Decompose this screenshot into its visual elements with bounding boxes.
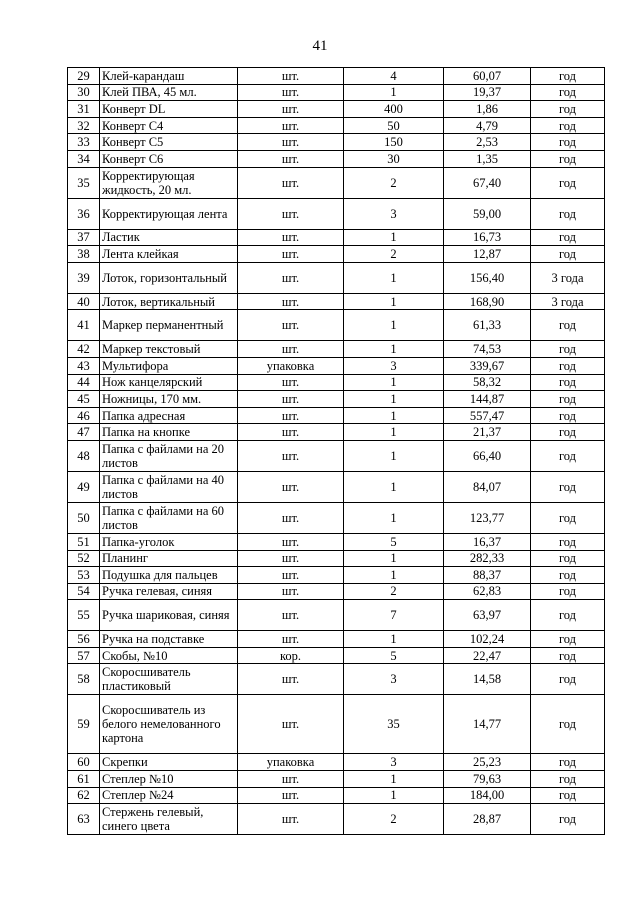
item-name: Ручка на подставке — [100, 631, 238, 648]
row-number: 57 — [68, 647, 100, 664]
row-number: 46 — [68, 407, 100, 424]
table-row — [68, 84, 605, 101]
item-quantity: 2 — [344, 167, 444, 198]
row-number: 55 — [68, 600, 100, 631]
item-quantity: 7 — [344, 600, 444, 631]
item-term: год — [531, 804, 605, 835]
row-number: 50 — [68, 502, 100, 533]
item-quantity: 1 — [344, 424, 444, 441]
item-term: год — [531, 407, 605, 424]
row-number: 44 — [68, 374, 100, 391]
item-term: год — [531, 787, 605, 804]
item-price: 21,37 — [444, 424, 531, 441]
item-price: 63,97 — [444, 600, 531, 631]
item-price: 84,07 — [444, 471, 531, 502]
item-unit: шт. — [238, 198, 344, 229]
table-row — [68, 101, 605, 118]
item-unit: шт. — [238, 84, 344, 101]
item-quantity: 1 — [344, 341, 444, 358]
item-term: год — [531, 583, 605, 600]
item-term: год — [531, 550, 605, 567]
item-name: Клей-карандаш — [100, 68, 238, 85]
item-unit: шт. — [238, 374, 344, 391]
item-unit: шт. — [238, 771, 344, 788]
item-name: Ручка шариковая, синяя — [100, 600, 238, 631]
item-term: год — [531, 600, 605, 631]
item-quantity: 3 — [344, 664, 444, 695]
row-number: 29 — [68, 68, 100, 85]
item-price: 144,87 — [444, 391, 531, 408]
item-quantity: 1 — [344, 407, 444, 424]
row-number: 37 — [68, 229, 100, 246]
item-unit: шт. — [238, 567, 344, 584]
item-name: Стержень гелевый, синего цвета — [100, 804, 238, 835]
item-price: 123,77 — [444, 502, 531, 533]
table-row — [68, 374, 605, 391]
item-quantity: 2 — [344, 583, 444, 600]
item-unit: шт. — [238, 804, 344, 835]
table-row — [68, 424, 605, 441]
item-quantity: 1 — [344, 391, 444, 408]
item-unit: шт. — [238, 407, 344, 424]
row-number: 38 — [68, 246, 100, 263]
row-number: 43 — [68, 357, 100, 374]
item-unit: шт. — [238, 117, 344, 134]
item-term: год — [531, 664, 605, 695]
table-row — [68, 583, 605, 600]
item-unit: шт. — [238, 533, 344, 550]
item-price: 2,53 — [444, 134, 531, 151]
item-unit: шт. — [238, 68, 344, 85]
item-price: 58,32 — [444, 374, 531, 391]
item-quantity: 1 — [344, 771, 444, 788]
item-quantity: 1 — [344, 84, 444, 101]
item-quantity: 50 — [344, 117, 444, 134]
row-number: 49 — [68, 471, 100, 502]
item-name: Ластик — [100, 229, 238, 246]
item-unit: шт. — [238, 341, 344, 358]
row-number: 61 — [68, 771, 100, 788]
item-price: 28,87 — [444, 804, 531, 835]
item-quantity: 3 — [344, 754, 444, 771]
item-unit: шт. — [238, 471, 344, 502]
table-row — [68, 391, 605, 408]
item-price: 25,23 — [444, 754, 531, 771]
item-name: Скоросшиватель из белого немелованного картона — [100, 695, 238, 754]
row-number: 51 — [68, 533, 100, 550]
item-quantity: 30 — [344, 150, 444, 167]
page-number: 41 — [312, 38, 328, 54]
row-number: 52 — [68, 550, 100, 567]
item-quantity: 3 — [344, 357, 444, 374]
item-term: год — [531, 771, 605, 788]
item-name: Подушка для пальцев — [100, 567, 238, 584]
table-row — [68, 407, 605, 424]
table-row — [68, 804, 605, 835]
item-price: 59,00 — [444, 198, 531, 229]
item-price: 62,83 — [444, 583, 531, 600]
row-number: 31 — [68, 101, 100, 118]
table-row — [68, 341, 605, 358]
item-unit: шт. — [238, 583, 344, 600]
item-quantity: 400 — [344, 101, 444, 118]
item-term: год — [531, 341, 605, 358]
table-row — [68, 600, 605, 631]
item-unit: шт. — [238, 246, 344, 263]
item-term: год — [531, 631, 605, 648]
table-row — [68, 134, 605, 151]
row-number: 45 — [68, 391, 100, 408]
item-price: 1,86 — [444, 101, 531, 118]
item-unit: упаковка — [238, 754, 344, 771]
item-name: Степлер №24 — [100, 787, 238, 804]
table-row — [68, 787, 605, 804]
item-unit: шт. — [238, 262, 344, 293]
table-row — [68, 198, 605, 229]
item-quantity: 1 — [344, 471, 444, 502]
table-row — [68, 567, 605, 584]
row-number: 40 — [68, 293, 100, 310]
item-price: 14,77 — [444, 695, 531, 754]
item-unit: шт. — [238, 134, 344, 151]
row-number: 47 — [68, 424, 100, 441]
item-quantity: 1 — [344, 787, 444, 804]
item-price: 66,40 — [444, 440, 531, 471]
item-quantity: 1 — [344, 550, 444, 567]
row-number: 30 — [68, 84, 100, 101]
item-term: год — [531, 533, 605, 550]
item-price: 79,63 — [444, 771, 531, 788]
table-row — [68, 647, 605, 664]
item-price: 12,87 — [444, 246, 531, 263]
row-number: 42 — [68, 341, 100, 358]
item-price: 102,24 — [444, 631, 531, 648]
item-quantity: 1 — [344, 374, 444, 391]
item-price: 1,35 — [444, 150, 531, 167]
table-row — [68, 229, 605, 246]
row-number: 54 — [68, 583, 100, 600]
item-unit: шт. — [238, 502, 344, 533]
table-row — [68, 167, 605, 198]
table-row — [68, 357, 605, 374]
table-row — [68, 262, 605, 293]
item-name: Лоток, горизонтальный — [100, 262, 238, 293]
item-unit: шт. — [238, 440, 344, 471]
item-term: год — [531, 68, 605, 85]
item-term: год — [531, 246, 605, 263]
item-term: год — [531, 150, 605, 167]
item-name: Нож канцелярский — [100, 374, 238, 391]
item-name: Маркер перманентный — [100, 310, 238, 341]
row-number: 60 — [68, 754, 100, 771]
row-number: 59 — [68, 695, 100, 754]
item-name: Конверт С6 — [100, 150, 238, 167]
table-row — [68, 293, 605, 310]
table-row — [68, 440, 605, 471]
item-price: 4,79 — [444, 117, 531, 134]
item-unit: шт. — [238, 550, 344, 567]
item-name: Скобы, №10 — [100, 647, 238, 664]
item-price: 16,73 — [444, 229, 531, 246]
item-unit: шт. — [238, 600, 344, 631]
item-price: 557,47 — [444, 407, 531, 424]
row-number: 48 — [68, 440, 100, 471]
item-term: год — [531, 471, 605, 502]
item-unit: шт. — [238, 391, 344, 408]
item-price: 14,58 — [444, 664, 531, 695]
item-term: год — [531, 357, 605, 374]
table-row — [68, 310, 605, 341]
item-term: год — [531, 754, 605, 771]
item-price: 60,07 — [444, 68, 531, 85]
row-number: 34 — [68, 150, 100, 167]
item-quantity: 2 — [344, 804, 444, 835]
row-number: 58 — [68, 664, 100, 695]
item-unit: шт. — [238, 310, 344, 341]
item-name: Скоросшиватель пластиковый — [100, 664, 238, 695]
item-price: 74,53 — [444, 341, 531, 358]
item-unit: шт. — [238, 695, 344, 754]
item-name: Ручка гелевая, синяя — [100, 583, 238, 600]
table-row — [68, 68, 605, 85]
table-row — [68, 754, 605, 771]
item-term: год — [531, 374, 605, 391]
item-term: год — [531, 134, 605, 151]
table-row — [68, 631, 605, 648]
item-price: 22,47 — [444, 647, 531, 664]
item-name: Корректирующая лента — [100, 198, 238, 229]
item-quantity: 1 — [344, 502, 444, 533]
item-term: год — [531, 424, 605, 441]
row-number: 62 — [68, 787, 100, 804]
item-name: Конверт DL — [100, 101, 238, 118]
item-price: 282,33 — [444, 550, 531, 567]
item-unit: шт. — [238, 293, 344, 310]
item-name: Конверт С4 — [100, 117, 238, 134]
item-quantity: 150 — [344, 134, 444, 151]
item-price: 67,40 — [444, 167, 531, 198]
table-row — [68, 150, 605, 167]
row-number: 33 — [68, 134, 100, 151]
item-quantity: 1 — [344, 293, 444, 310]
item-name: Маркер текстовый — [100, 341, 238, 358]
item-price: 339,67 — [444, 357, 531, 374]
item-name: Мультифора — [100, 357, 238, 374]
item-quantity: 1 — [344, 631, 444, 648]
row-number: 53 — [68, 567, 100, 584]
table-row — [68, 771, 605, 788]
item-name: Лоток, вертикальный — [100, 293, 238, 310]
item-price: 184,00 — [444, 787, 531, 804]
item-unit: шт. — [238, 101, 344, 118]
row-number: 41 — [68, 310, 100, 341]
item-name: Папка с файлами на 60 листов — [100, 502, 238, 533]
item-quantity: 4 — [344, 68, 444, 85]
item-price: 19,37 — [444, 84, 531, 101]
item-term: год — [531, 117, 605, 134]
table-row — [68, 471, 605, 502]
item-unit: шт. — [238, 229, 344, 246]
item-quantity: 1 — [344, 262, 444, 293]
item-quantity: 1 — [344, 440, 444, 471]
item-term: год — [531, 101, 605, 118]
item-unit: шт. — [238, 631, 344, 648]
item-term: год — [531, 502, 605, 533]
table-row — [68, 117, 605, 134]
item-name: Корректирующая жидкость, 20 мл. — [100, 167, 238, 198]
item-name: Папка-уголок — [100, 533, 238, 550]
table-row — [68, 502, 605, 533]
item-price: 168,90 — [444, 293, 531, 310]
item-term: год — [531, 84, 605, 101]
item-quantity: 35 — [344, 695, 444, 754]
item-term: год — [531, 695, 605, 754]
item-term: год — [531, 567, 605, 584]
item-name: Скрепки — [100, 754, 238, 771]
item-term: год — [531, 167, 605, 198]
item-price: 61,33 — [444, 310, 531, 341]
table-row — [68, 533, 605, 550]
item-name: Планинг — [100, 550, 238, 567]
item-term: год — [531, 310, 605, 341]
item-term: год — [531, 440, 605, 471]
item-term: 3 года — [531, 262, 605, 293]
table-row — [68, 246, 605, 263]
item-name: Папка адресная — [100, 407, 238, 424]
item-term: 3 года — [531, 293, 605, 310]
item-unit: шт. — [238, 167, 344, 198]
item-price: 16,37 — [444, 533, 531, 550]
item-unit: упаковка — [238, 357, 344, 374]
item-price: 88,37 — [444, 567, 531, 584]
item-unit: шт. — [238, 787, 344, 804]
item-quantity: 3 — [344, 198, 444, 229]
item-term: год — [531, 647, 605, 664]
item-name: Папка на кнопке — [100, 424, 238, 441]
item-term: год — [531, 229, 605, 246]
item-unit: шт. — [238, 664, 344, 695]
table-row — [68, 550, 605, 567]
row-number: 63 — [68, 804, 100, 835]
items-table-body — [68, 68, 605, 835]
item-unit: шт. — [238, 150, 344, 167]
item-term: год — [531, 198, 605, 229]
item-quantity: 1 — [344, 567, 444, 584]
row-number: 36 — [68, 198, 100, 229]
item-quantity: 5 — [344, 647, 444, 664]
item-quantity: 1 — [344, 229, 444, 246]
item-quantity: 5 — [344, 533, 444, 550]
item-name: Степлер №10 — [100, 771, 238, 788]
row-number: 56 — [68, 631, 100, 648]
row-number: 32 — [68, 117, 100, 134]
table-row — [68, 664, 605, 695]
item-name: Лента клейкая — [100, 246, 238, 263]
item-unit: кор. — [238, 647, 344, 664]
item-price: 156,40 — [444, 262, 531, 293]
item-name: Папка с файлами на 40 листов — [100, 471, 238, 502]
item-name: Клей ПВА, 45 мл. — [100, 84, 238, 101]
item-quantity: 1 — [344, 310, 444, 341]
item-name: Конверт С5 — [100, 134, 238, 151]
item-unit: шт. — [238, 424, 344, 441]
table-row — [68, 695, 605, 754]
row-number: 39 — [68, 262, 100, 293]
item-name: Папка с файлами на 20 листов — [100, 440, 238, 471]
items-table — [67, 67, 605, 835]
item-name: Ножницы, 170 мм. — [100, 391, 238, 408]
item-term: год — [531, 391, 605, 408]
item-quantity: 2 — [344, 246, 444, 263]
row-number: 35 — [68, 167, 100, 198]
